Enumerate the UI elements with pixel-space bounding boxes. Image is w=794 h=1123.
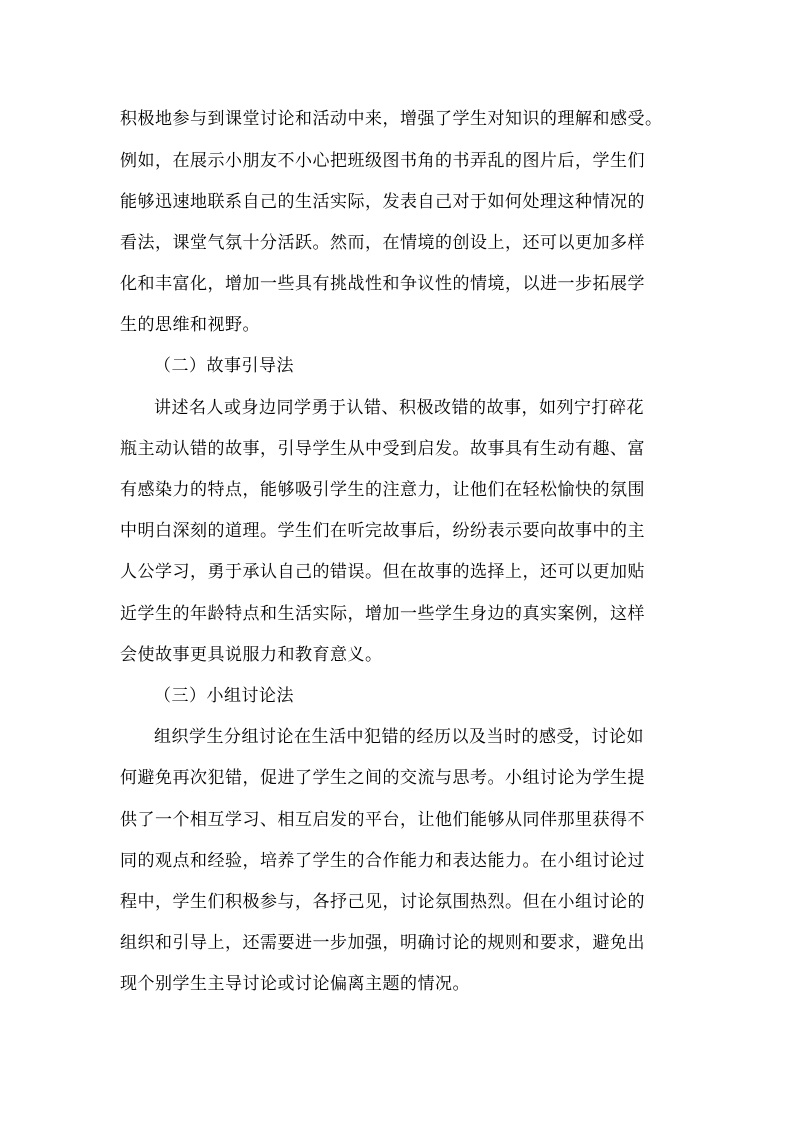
text-line: 现个别学生主导讨论或讨论偏离主题的情况。 <box>120 974 470 994</box>
text-line: 会使故事更具说服力和教育意义。 <box>120 645 383 665</box>
text-line: 程中，学生们积极参与，各抒己见，讨论氛围热烈。但在小组讨论的 <box>120 892 645 912</box>
text-line: 中明白深刻的道理。学生们在听完故事后，纷纷表示要向故事中的主 <box>120 521 645 541</box>
text-line: 例如，在展示小朋友不小心把班级图书角的书弄乱的图片后，学生们 <box>120 151 645 171</box>
text-line: 有感染力的特点，能够吸引学生的注意力，让他们在轻松愉快的氛围 <box>120 480 645 500</box>
text-line: 供了一个相互学习、相互启发的平台，让他们能够从同伴那里获得不 <box>120 810 645 830</box>
text-line: 积极地参与到课堂讨论和活动中来，增强了学生对知识的理解和感受。 <box>120 109 663 129</box>
text-line: 讲述名人或身边同学勇于认错、积极改错的故事，如列宁打碎花 <box>154 398 644 418</box>
text-line: 人公学习，勇于承认自己的错误。但在故事的选择上，还可以更加贴 <box>120 562 645 582</box>
text-line: 化和丰富化，增加一些具有挑战性和争议性的情境，以进一步拓展学 <box>120 274 645 294</box>
text-line: 看法，课堂气氛十分活跃。然而，在情境的创设上，还可以更加多样 <box>120 233 645 253</box>
text-line: 何避免再次犯错，促进了学生之间的交流与思考。小组讨论为学生提 <box>120 768 645 788</box>
text-line: 生的思维和视野。 <box>120 315 260 335</box>
text-line: 近学生的年龄特点和生活实际，增加一些学生身边的真实案例，这样 <box>120 604 645 624</box>
text-line: 瓶主动认错的故事，引导学生从中受到启发。故事具有生动有趣、富 <box>120 439 645 459</box>
text-line: 组织学生分组讨论在生活中犯错的经历以及当时的感受，讨论如 <box>154 727 644 747</box>
text-line: 组织和引导上，还需要进一步加强，明确讨论的规则和要求，避免出 <box>120 933 645 953</box>
section-heading: （三）小组讨论法 <box>154 686 294 706</box>
section-heading: （二）故事引导法 <box>154 356 294 376</box>
text-line: 同的观点和经验，培养了学生的合作能力和表达能力。在小组讨论过 <box>120 851 645 871</box>
text-line: 能够迅速地联系自己的生活实际，发表自己对于如何处理这种情况的 <box>120 192 645 212</box>
